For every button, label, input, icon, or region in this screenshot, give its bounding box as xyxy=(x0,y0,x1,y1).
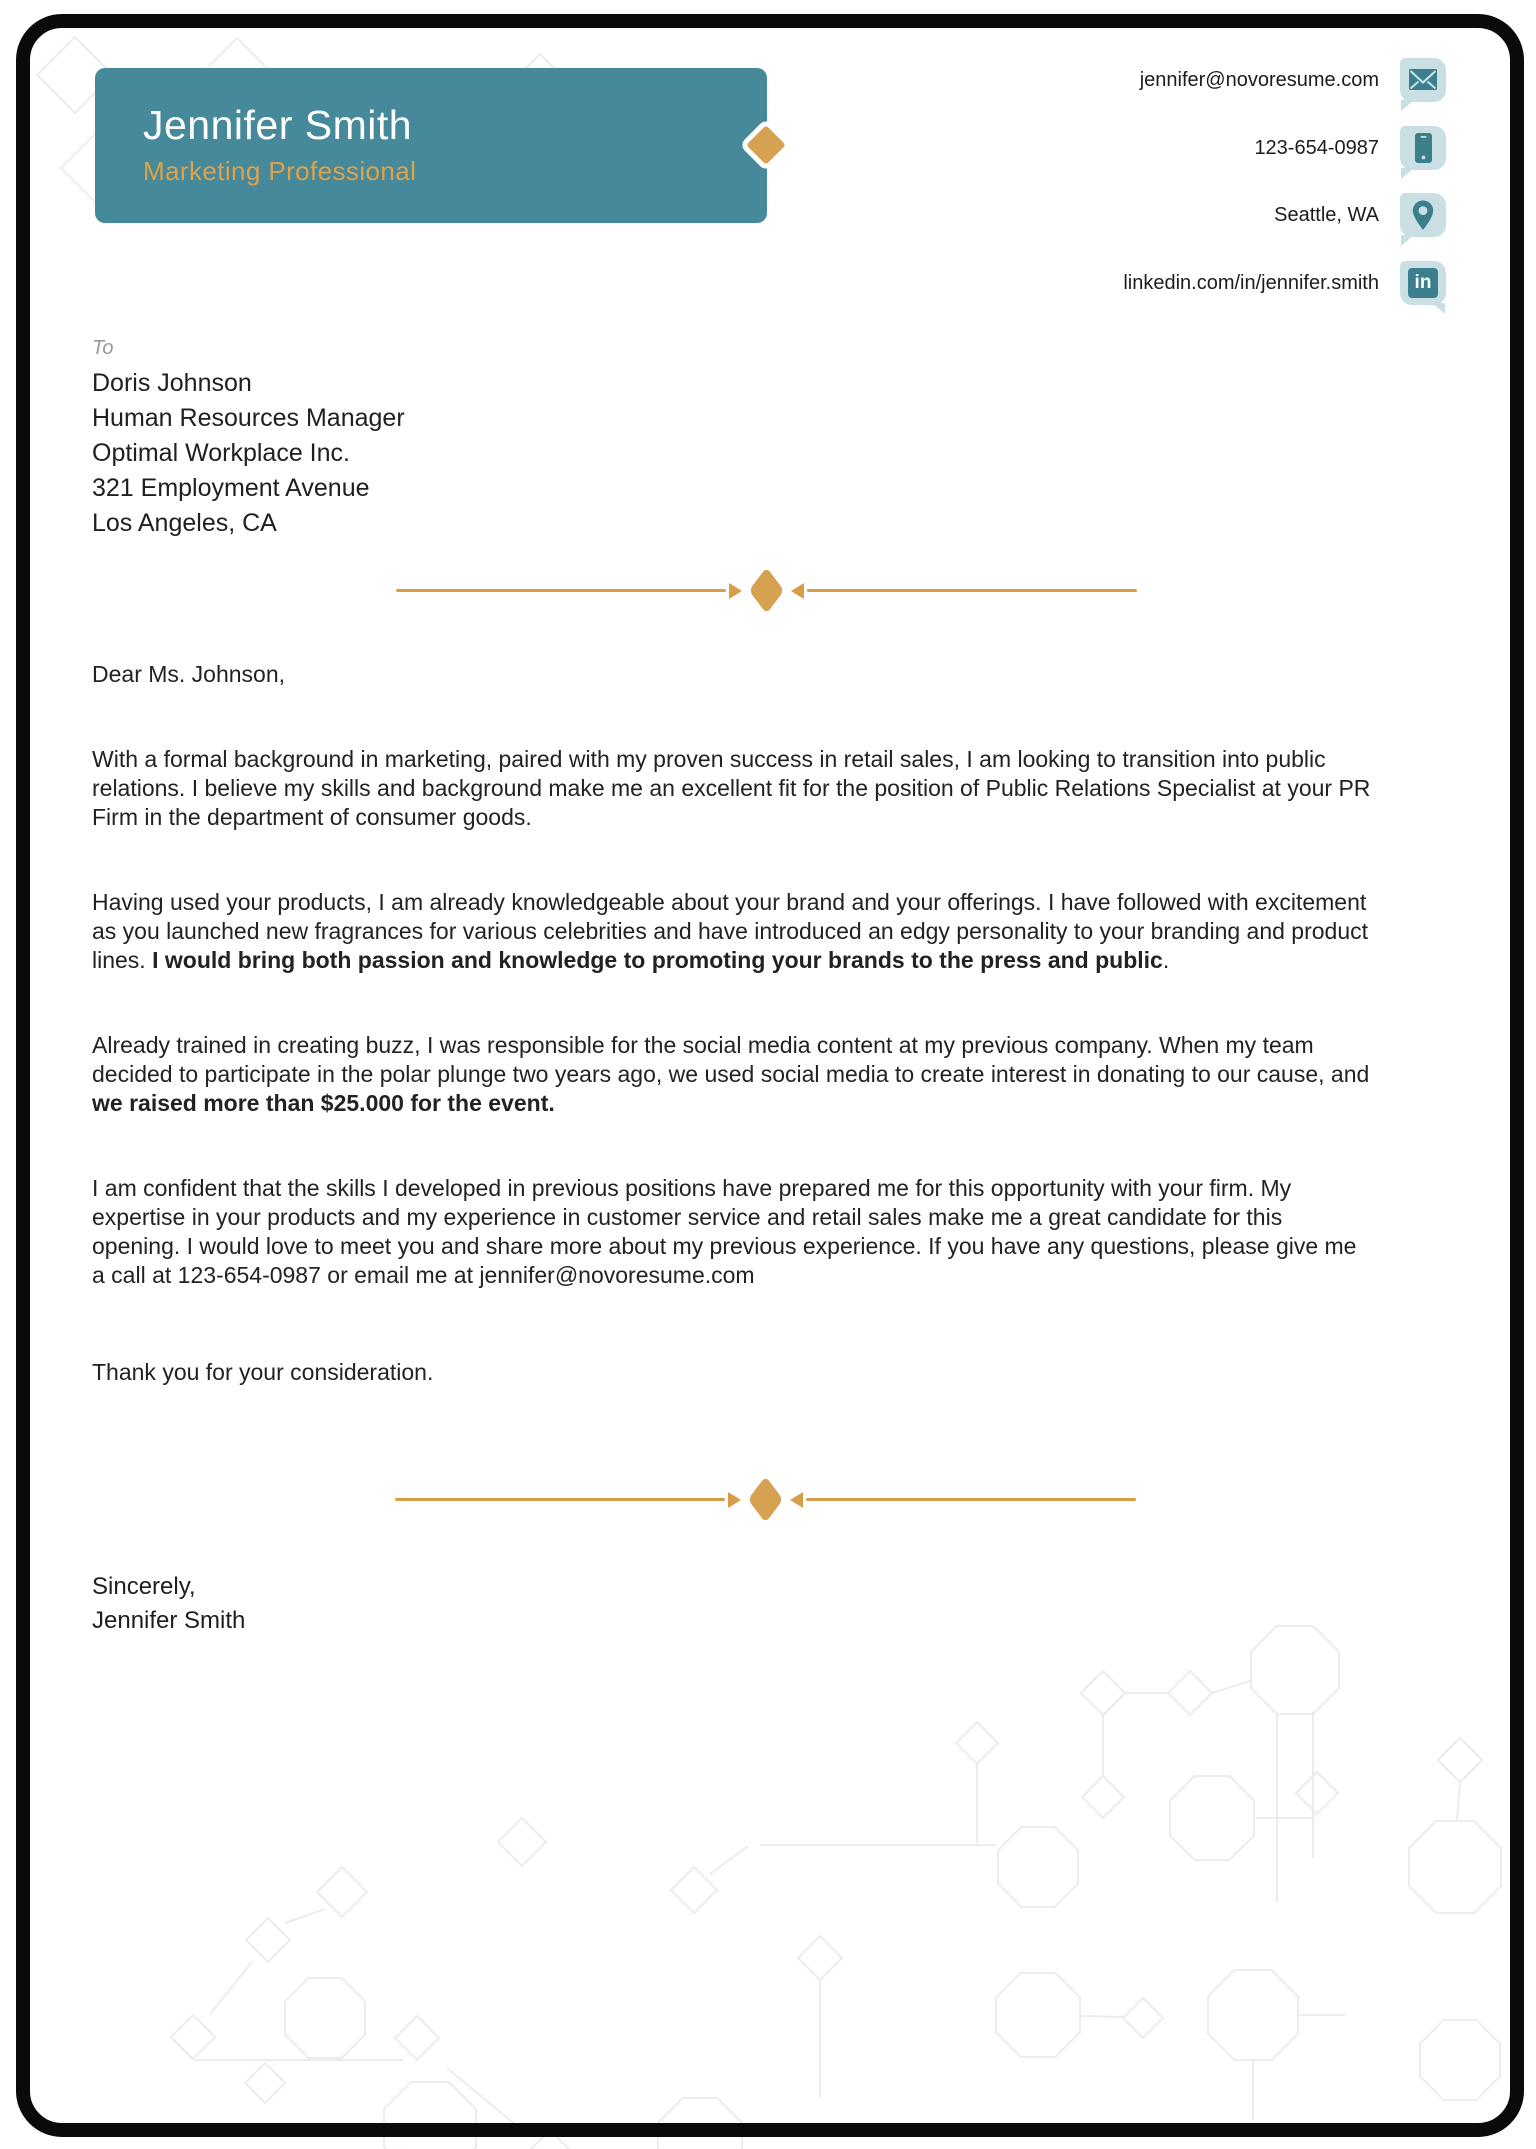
contact-row-phone[interactable] xyxy=(1254,126,1446,170)
closing-line: Thank you for your consideration. xyxy=(92,1359,434,1385)
paragraph-1: With a formal background in marketing, paired with my proven success in retail sales, I am looking to transition into public relations. I believe my skills and background make me an excellent fit for the position of Public Relations Specialist at your PR Firm in the department of consumer goods. xyxy=(92,746,1371,830)
paragraph-4: I am confident that the skills I developed in previous positions have prepared me for this opportunity with your firm. My expertise in your products and my experience in customer service and retail sales make me a great candidate for this opening. I would love to meet you and share more about my previous experience. If you have any questions, please give me a call at 123-654-0987 or email me at jennifer@novoresume.com xyxy=(92,1175,1357,1288)
email-icon xyxy=(1400,58,1446,102)
recipient-company: Optimal Workplace Inc. xyxy=(92,439,350,467)
phone-icon xyxy=(1400,126,1446,170)
paragraph-2: Having used your products, I am already knowledgeable about your brand and your offerings. I have followed with excitement as you launched new fragrances for various celebrities and have introduced an edgy personality to your branding and product lines. I would bring both passion and knowledge to promoting your brands to the press and public. xyxy=(92,889,1369,973)
signature-name: Jennifer Smith xyxy=(92,1607,246,1634)
gold-divider-bottom xyxy=(395,1487,1136,1512)
linkedin-value[interactable]: linkedin.com/in/jennifer.smith xyxy=(1123,271,1379,294)
letter-body xyxy=(92,660,1372,1638)
linkedin-icon: in xyxy=(1400,261,1446,305)
person-job-title: Marketing Professional xyxy=(143,156,417,187)
arrow-left-icon xyxy=(790,1492,803,1508)
arrow-right-icon xyxy=(728,1492,741,1508)
paragraph-3: Already trained in creating buzz, I was responsible for the social media content at my previous company. When my team decided to participate in the polar plunge two years ago, we used social media to create interest in donating to our cause, and we raised more than $25.000 for the event. xyxy=(92,1032,1370,1116)
gold-divider-top xyxy=(396,578,1137,603)
arrow-right-icon xyxy=(729,583,742,599)
signature-block xyxy=(92,1570,1372,1638)
divider-line xyxy=(806,1498,1136,1501)
header-name-block xyxy=(95,68,767,223)
divider-line xyxy=(395,1498,725,1501)
recipient-block xyxy=(92,337,405,541)
email-value[interactable]: jennifer@novoresume.com xyxy=(1139,68,1379,91)
phone-value[interactable]: 123-654-0987 xyxy=(1254,136,1379,159)
divider-line xyxy=(396,589,726,592)
person-name: Jennifer Smith xyxy=(143,101,413,148)
recipient-street: 321 Employment Avenue xyxy=(92,474,370,502)
location-value[interactable]: Seattle, WA xyxy=(1274,203,1379,226)
recipient-role: Human Resources Manager xyxy=(92,404,405,432)
recipient-city: Los Angeles, CA xyxy=(92,509,277,537)
divider-line xyxy=(807,589,1137,592)
recipient-to-label: To xyxy=(92,337,114,359)
contact-row-linkedin[interactable] xyxy=(1123,261,1446,305)
location-pin-icon xyxy=(1400,193,1446,237)
salutation: Dear Ms. Johnson, xyxy=(92,661,286,687)
contact-row-email[interactable] xyxy=(1140,58,1446,102)
arrow-left-icon xyxy=(791,583,804,599)
divider-diamond-icon xyxy=(749,567,784,614)
divider-diamond-icon xyxy=(748,1476,783,1523)
recipient-name: Doris Johnson xyxy=(92,369,252,397)
contact-row-location[interactable] xyxy=(1274,193,1446,237)
signoff-word: Sincerely, xyxy=(92,1573,196,1600)
